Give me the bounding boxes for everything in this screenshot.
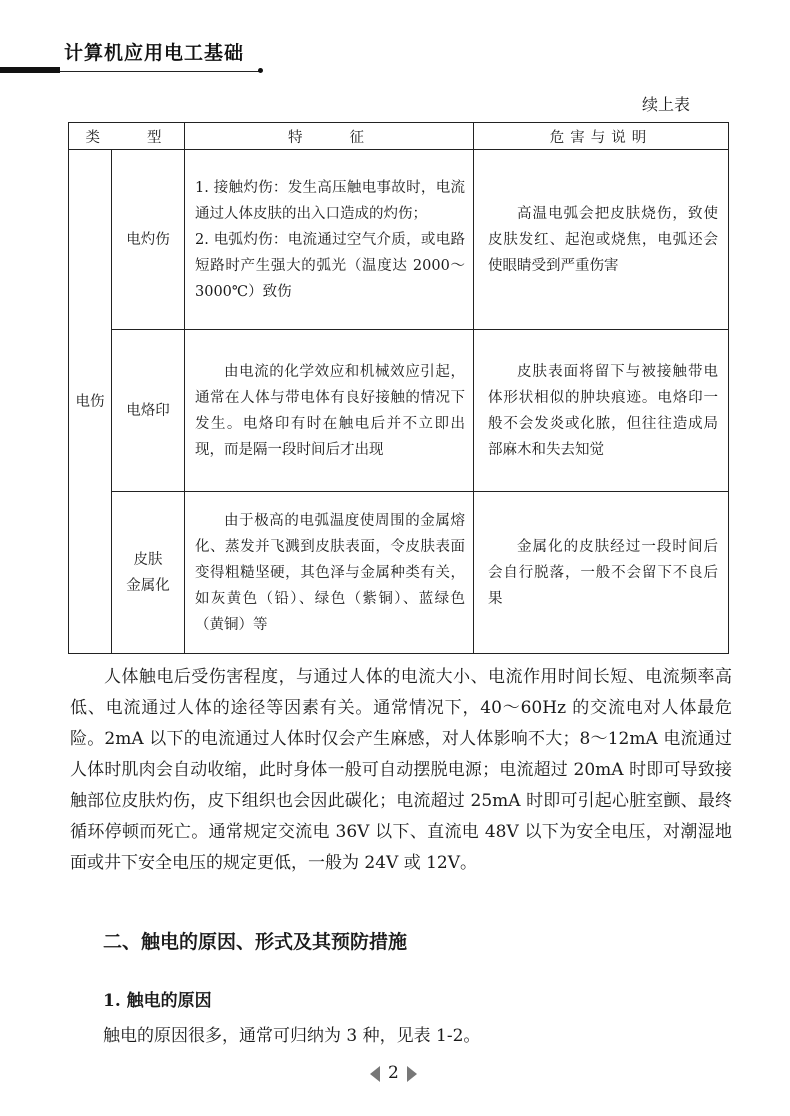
header-description: 危害与说明	[474, 123, 729, 150]
triangle-right-icon	[407, 1066, 417, 1082]
type-cell: 电灼伤	[112, 150, 185, 330]
electric-injury-table	[68, 122, 729, 654]
description-cell: 皮肤表面将留下与被接触带电体形状相似的肿块痕迹。电烙印一般不会发炎或化脓，但往往造成局部麻木和失去知觉	[474, 330, 729, 492]
header-type: 类 型	[69, 123, 185, 150]
page-footer	[370, 1063, 417, 1083]
running-header	[0, 38, 790, 78]
triangle-left-icon	[370, 1066, 380, 1082]
header-rule	[60, 71, 260, 72]
type-cell: 皮肤 金属化	[112, 492, 185, 654]
body-text: 触电的原因很多，通常可归纳为 3 种，见表 1-2。	[103, 1026, 481, 1046]
body-paragraph: 人体触电后受伤害程度，与通过人体的电流大小、电流作用时间长短、电流频率高低、电流通过人体的途径等因素有关。通常情况下，40～60Hz 的交流电对人体最危险。2mA 以下的电流通过人体时仅会产生麻感，对人体影响不大；8～12mA 电流通过人体时肌肉会自动收缩，此时身体一般可自动摆脱电源；电流超过 20mA 时即可导致接触部位皮肤灼伤，皮下组织也会因此碳化；电流超过 25mA 时即可引起心脏室颤、最终循环停顿而死亡。通常规定交流电 36V 以下、直流电 48V 以下为安全电压，对潮湿地面或井下安全电压的规定更低，一般为 24V 或 12V。	[70, 667, 732, 873]
header-feature: 特 征	[185, 123, 474, 150]
book-title: 计算机应用电工基础	[64, 42, 245, 64]
header-dot	[258, 68, 263, 73]
feature-cell: 由电流的化学效应和机械效应引起，通常在人体与带电体有良好接触的情况下发生。电烙印有时在触电后并不立即出现，而是隔一段时间后才出现	[185, 330, 474, 492]
subsection-heading: 1. 触电的原因	[103, 991, 212, 1011]
type-cell: 电烙印	[112, 330, 185, 492]
section-heading: 二、触电的原因、形式及其预防措施	[103, 931, 408, 953]
feature-cell: 1. 接触灼伤：发生高压触电事故时，电流通过人体皮肤的出入口造成的灼伤； 2. 电弧灼伤：电流通过空气介质，或电路短路时产生强大的弧光（温度达 2000～3000℃）致伤	[185, 150, 474, 330]
feature-cell: 由于极高的电弧温度使周围的金属熔化、蒸发并飞溅到皮肤表面，令皮肤表面变得粗糙坚硬，其色泽与金属种类有关，如灰黄色（铅）、绿色（紫铜）、蓝绿色（黄铜）等	[185, 492, 474, 654]
table-continuation-label: 续上表	[641, 95, 690, 114]
description-cell: 高温电弧会把皮肤烧伤，致使皮肤发红、起泡或烧焦，电弧还会使眼睛受到严重伤害	[474, 150, 729, 330]
table-header-row	[69, 123, 729, 150]
table-row	[69, 150, 729, 330]
category-cell: 电伤	[69, 150, 112, 654]
page-number: 2	[388, 1063, 399, 1083]
table-row	[69, 330, 729, 492]
table-row	[69, 492, 729, 654]
header-bar	[0, 67, 60, 73]
description-cell: 金属化的皮肤经过一段时间后会自行脱落，一般不会留下不良后果	[474, 492, 729, 654]
